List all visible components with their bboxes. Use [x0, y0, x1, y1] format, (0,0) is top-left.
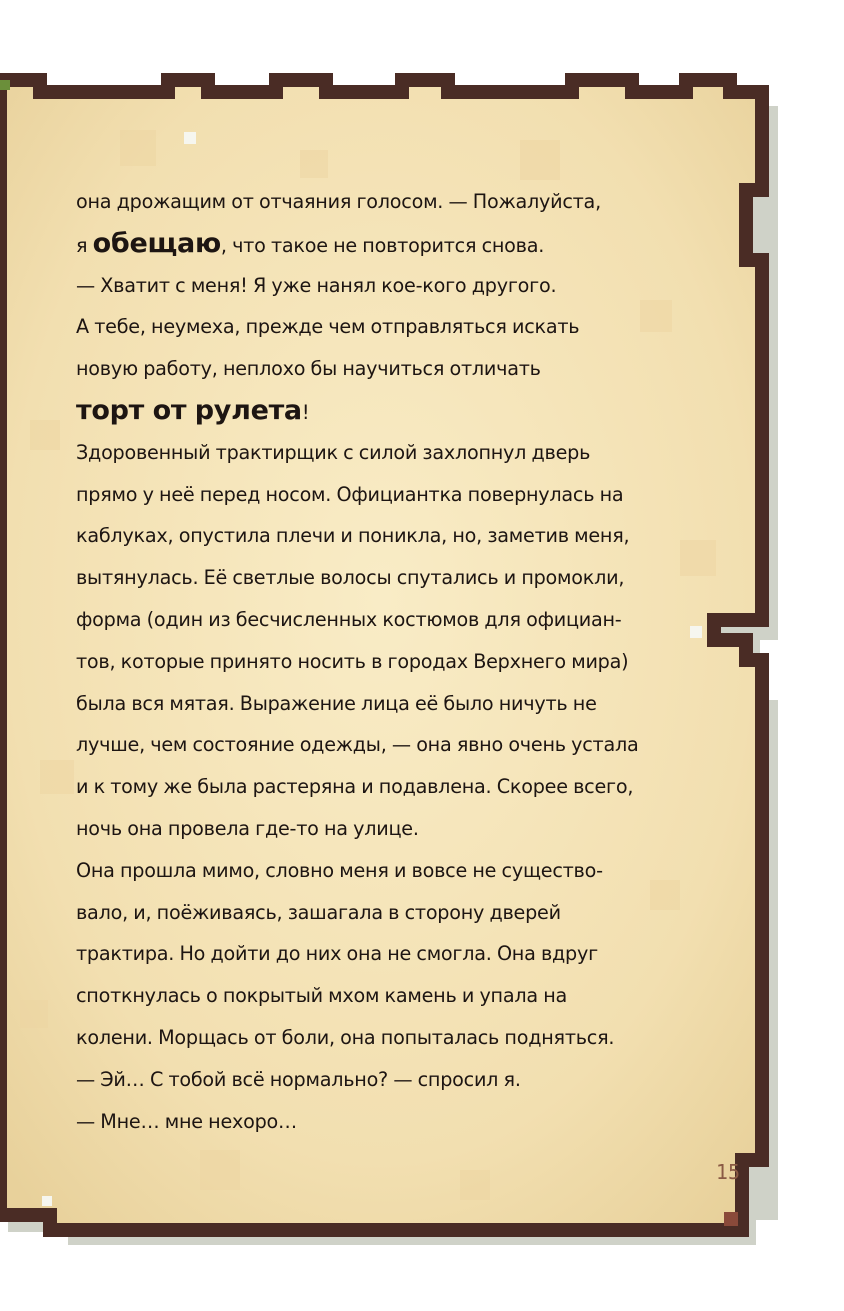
- text-line: [76, 348, 696, 390]
- text-line: [76, 474, 696, 516]
- corner-accent-bottom: [724, 1212, 738, 1226]
- text-segment: форма (один из бесчисленных костюмов для официан-: [76, 607, 622, 631]
- text-segment: она дрожащим от отчаяния голосом. — Пожалуйста,: [76, 190, 601, 213]
- text-line: [76, 390, 696, 432]
- corner-accent: [0, 80, 10, 90]
- text-segment: колени. Морщась от боли, она попыталась подняться.: [76, 1025, 615, 1049]
- text-line: [76, 265, 696, 307]
- text-segment: новую работу, неплохо бы научиться отличать: [76, 357, 541, 381]
- text-line: [76, 683, 696, 725]
- text-line: [76, 432, 696, 474]
- text-segment: прямо у неё перед носом. Официантка повернулась на: [76, 482, 624, 506]
- page-number: 15: [715, 1160, 740, 1184]
- text-segment: !: [301, 400, 310, 424]
- emphasized-word: торт от рулета: [76, 394, 302, 426]
- text-line: [76, 641, 696, 683]
- body-text: [76, 181, 696, 1142]
- text-segment: — Хватит с меня! Я уже нанял кое-кого другого.: [76, 273, 557, 297]
- text-line: [76, 181, 696, 223]
- text-line: [76, 223, 696, 265]
- text-line: [76, 599, 696, 641]
- text-segment: тов, которые принято носить в городах Верхнего мира): [76, 649, 629, 673]
- text-segment: вытянулась. Её светлые волосы спутались и промокли,: [76, 566, 625, 590]
- text-segment: , что такое не повторится снова.: [220, 233, 545, 257]
- text-segment: я: [76, 233, 93, 257]
- text-segment: и к тому же была растеряна и подавлена. Скорее всего,: [76, 775, 634, 799]
- text-line: [76, 975, 696, 1017]
- text-segment: — Мне… мне нехоро…: [76, 1109, 297, 1133]
- text-segment: споткнулась о покрытый мхом камень и упала на: [76, 984, 568, 1008]
- text-line: [76, 892, 696, 934]
- text-line: [76, 1059, 696, 1101]
- text-segment: лучше, чем состояние одежды, — она явно очень устала: [76, 733, 639, 757]
- text-segment: — Эй… С тобой всё нормально? — спросил я.: [76, 1067, 521, 1091]
- text-line: [76, 933, 696, 975]
- text-line: [76, 724, 696, 766]
- text-line: [76, 1017, 696, 1059]
- emphasized-word: обещаю: [92, 227, 221, 259]
- text-line: [76, 515, 696, 557]
- text-segment: Здоровенный трактирщик с силой захлопнул дверь: [76, 440, 591, 464]
- text-line: [76, 850, 696, 892]
- text-segment: каблуках, опустила плечи и поникла, но, заметив меня,: [76, 524, 630, 548]
- text-line: [76, 557, 696, 599]
- text-segment: вало, и, поёживаясь, зашагала в сторону дверей: [76, 900, 561, 924]
- text-line: [76, 808, 696, 850]
- text-segment: трактира. Но дойти до них она не смогла. Она вдруг: [76, 942, 598, 966]
- text-segment: ночь она провела где-то на улице.: [76, 816, 419, 840]
- text-line: [76, 306, 696, 348]
- text-segment: Она прошла мимо, словно меня и вовсе не существо-: [76, 858, 603, 882]
- text-line: [76, 766, 696, 808]
- text-segment: А тебе, неумеха, прежде чем отправляться искать: [76, 315, 580, 339]
- text-segment: была вся мятая. Выражение лица её было ничуть не: [76, 691, 597, 715]
- text-line: [76, 1101, 696, 1143]
